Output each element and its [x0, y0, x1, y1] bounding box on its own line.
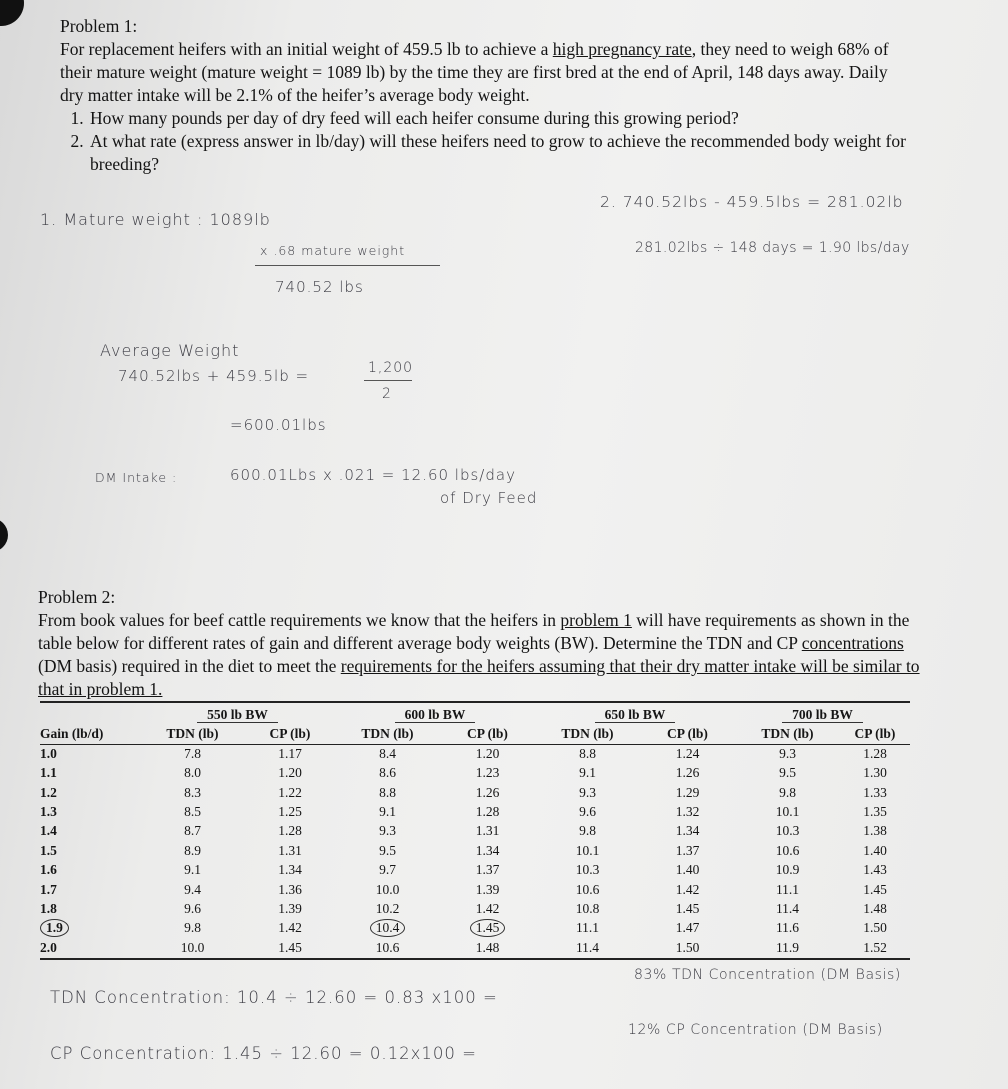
tdn-cell: 9.8: [184, 920, 201, 936]
tdn-cell: 10.0: [375, 881, 400, 897]
group-700: 700 lb BW: [735, 705, 910, 724]
tdn-cell: 9.5: [379, 842, 396, 858]
gain-cell: 1.7: [40, 881, 57, 897]
cp-cell: 1.23: [475, 765, 500, 781]
tdn-cell: 8.4: [379, 745, 396, 761]
cp-cell: 1.25: [278, 804, 302, 820]
hw-answer2-line1: 2. 740.52lbs - 459.5lbs = 281.02lb: [600, 193, 904, 211]
table-row: [40, 821, 910, 840]
hw-times-068: x .68 mature weight: [260, 243, 406, 258]
hw-cp-concentration-result: 12% CP Concentration (DM Basis): [628, 1022, 883, 1038]
tdn-cell: 9.1: [184, 862, 201, 878]
tdn-cell: 9.3: [779, 745, 796, 761]
cp-cell: 1.34: [278, 862, 302, 878]
hw-mature-weight: 1. Mature weight : 1089lb: [40, 210, 271, 229]
cp-cell: 1.28: [863, 745, 887, 761]
tdn-cell: 11.1: [775, 881, 800, 897]
tdn-cell: 10.0: [180, 939, 205, 955]
tdn-cell: 10.1: [575, 842, 600, 858]
cp-cell: 1.31: [278, 842, 302, 858]
table-row: [40, 841, 910, 860]
cp-cell: 1.24: [675, 745, 700, 761]
hw-cp-concentration-expr: CP Concentration: 1.45 ÷ 12.60 = 0.12x100 =: [50, 1044, 477, 1063]
cp-cell: 1.17: [278, 745, 302, 761]
cp-cell: 1.20: [278, 765, 302, 781]
problem1-heading: Problem 1:: [60, 16, 138, 36]
cp-cell: 1.40: [675, 862, 700, 878]
cp-cell: 1.42: [278, 920, 302, 936]
table-row: [40, 744, 910, 763]
problem2-text-b: will have requirements as shown in the table below for different rates of gain and different average body weights (BW). Determine the TDN and CP: [38, 610, 910, 653]
table-row: [40, 938, 910, 957]
cp-header: CP (lb): [854, 726, 896, 742]
table-row: [40, 899, 910, 918]
tdn-cell: 8.5: [184, 804, 201, 820]
hw-average-weight-label: Average Weight: [100, 341, 240, 360]
problem2-block: [38, 586, 938, 701]
tdn-cell: 9.6: [184, 901, 201, 917]
tdn-header: TDN (lb): [561, 726, 614, 742]
hw-answer2-line2: 281.02lbs ÷ 148 days = 1.90 lbs/day: [635, 240, 910, 256]
hw-dm-intake-expr: 600.01Lbs x .021 = 12.60 lbs/day: [230, 466, 516, 484]
tdn-cell: 8.9: [184, 842, 201, 858]
tdn-cell: 9.5: [779, 765, 796, 781]
table-row: [40, 918, 910, 937]
cp-cell: 1.48: [863, 901, 887, 917]
sub-header-row: [40, 724, 910, 743]
tdn-cell: 10.4: [335, 918, 440, 937]
cp-cell: 1.20: [475, 745, 500, 761]
cp-cell: 1.31: [475, 823, 500, 839]
tdn-cell: 11.9: [775, 939, 800, 955]
tdn-cell: 8.8: [579, 745, 596, 761]
cp-cell: 1.42: [675, 881, 700, 897]
question-1: 1. How many pounds per day of dry feed will each heifer consume during this growing period?: [88, 107, 910, 130]
cp-cell: 1.34: [675, 823, 700, 839]
cp-cell: 1.40: [863, 842, 887, 858]
group-600: 600 lb BW: [335, 705, 535, 724]
table-header-rule: [40, 744, 910, 745]
requirements-table: [40, 705, 910, 957]
table-row: [40, 880, 910, 899]
cp-header: CP (lb): [269, 726, 311, 742]
binder-hole-middle: [0, 518, 8, 552]
cp-cell: 1.45: [675, 901, 700, 917]
gain-cell: 1.4: [40, 823, 57, 839]
table-row: [40, 860, 910, 879]
tdn-header: TDN (lb): [761, 726, 814, 742]
cp-cell: 1.47: [675, 920, 700, 936]
problem2-text-a: From book values for beef cattle requirements we know that the heifers in: [38, 610, 561, 630]
tdn-cell: 9.8: [779, 784, 796, 800]
hw-average-weight-result: =600.01lbs: [230, 416, 327, 434]
tdn-cell: 8.6: [379, 765, 396, 781]
cp-cell: 1.35: [863, 804, 887, 820]
cp-cell: 1.29: [675, 784, 700, 800]
gain-cell: 1.8: [40, 901, 57, 917]
tdn-header: TDN (lb): [361, 726, 414, 742]
cp-cell: 1.48: [475, 939, 500, 955]
gain-cell: 1.5: [40, 842, 57, 858]
group-550: 550 lb BW: [140, 705, 335, 724]
gain-cell: 1.9: [40, 918, 140, 937]
table-row: [40, 763, 910, 782]
gain-cell: 1.0: [40, 745, 57, 761]
cp-cell: 1.26: [475, 784, 500, 800]
cp-cell: 1.52: [863, 939, 887, 955]
tdn-cell: 9.1: [379, 804, 396, 820]
tdn-cell: 10.8: [575, 901, 600, 917]
tdn-cell: 10.3: [575, 862, 600, 878]
group-header-blank: [40, 705, 140, 724]
tdn-cell: 9.3: [379, 823, 396, 839]
table-bottom-rule: [40, 958, 910, 960]
hw-dm-intake-label: DM Intake :: [95, 470, 178, 485]
problem1-text: For replacement heifers with an initial weight of 459.5 lb to achieve a: [60, 39, 553, 59]
cp-cell: 1.33: [863, 784, 887, 800]
tdn-cell: 8.7: [184, 823, 201, 839]
hw-tdn-concentration-result: 83% TDN Concentration (DM Basis): [634, 967, 901, 983]
gain-cell: 1.2: [40, 784, 57, 800]
cp-cell: 1.30: [863, 765, 887, 781]
cp-cell: 1.45: [278, 939, 302, 955]
tdn-cell: 7.8: [184, 745, 201, 761]
binder-hole-top: [0, 0, 24, 26]
hw-fraction-denominator: 2: [382, 386, 392, 402]
problem1-text-rest: , they need to weigh 68% of their mature weight (mature weight = 1089 lb) by the time they are first bred at the end of April, 148 days away. Daily dry matter intake will be 2.1% of the heifer’s average body weight.: [60, 39, 889, 105]
problem1-statement: [60, 38, 910, 107]
group-header-row: [40, 705, 910, 724]
cp-cell: 1.50: [863, 920, 887, 936]
tdn-header: TDN (lb): [166, 726, 219, 742]
group-650: 650 lb BW: [535, 705, 735, 724]
hw-fraction-numerator: 1,200: [368, 360, 414, 376]
hw-mature-result: 740.52 lbs: [275, 278, 364, 296]
hw-average-weight-expr: 740.52lbs + 459.5lb =: [118, 367, 310, 385]
cp-cell: 1.22: [278, 784, 302, 800]
hw-tdn-concentration-expr: TDN Concentration: 10.4 ÷ 12.60 = 0.83 x100 =: [50, 988, 498, 1007]
tdn-cell: 10.2: [375, 901, 400, 917]
cp-cell: 1.36: [278, 881, 302, 897]
tdn-cell: 11.1: [575, 920, 600, 936]
tdn-cell: 10.6: [375, 939, 400, 955]
problem1-link: problem 1: [560, 610, 632, 630]
cp-header: CP (lb): [667, 726, 708, 742]
tdn-cell: 9.8: [579, 823, 596, 839]
cp-cell: 1.38: [863, 823, 887, 839]
tdn-cell: 11.4: [575, 939, 600, 955]
cp-cell: 1.43: [863, 862, 887, 878]
concentrations-link: concentrations: [801, 633, 904, 653]
problem2-underlined-tail: requirements for the heifers assuming that their dry matter intake will be similar to that in problem 1.: [38, 656, 920, 699]
tdn-cell: 10.1: [775, 804, 800, 820]
hw-multiply-line: [255, 265, 440, 266]
cp-cell: 1.26: [675, 765, 700, 781]
tdn-cell: 11.4: [775, 901, 800, 917]
cp-cell: 1.42: [475, 901, 500, 917]
tdn-cell: 8.3: [184, 784, 201, 800]
cp-cell: 1.37: [475, 862, 500, 878]
tdn-cell: 10.9: [775, 862, 800, 878]
tdn-cell: 10.6: [575, 881, 600, 897]
tdn-cell: 9.7: [379, 862, 396, 878]
tdn-cell: 9.4: [184, 881, 201, 897]
gain-cell: 1.1: [40, 765, 57, 781]
cp-cell: 1.45: [863, 881, 887, 897]
gain-header: Gain (lb/d): [40, 726, 104, 742]
high-pregnancy-rate-link: high pregnancy rate: [552, 39, 692, 59]
tdn-cell: 11.6: [775, 920, 800, 936]
cp-cell: 1.28: [278, 823, 302, 839]
table-top-rule: [40, 701, 910, 703]
cp-cell: 1.45: [440, 918, 535, 937]
tdn-cell: 8.8: [379, 784, 396, 800]
table-row: [40, 783, 910, 802]
cp-cell: 1.34: [475, 842, 500, 858]
problem2-heading: Problem 2:: [38, 587, 116, 607]
cp-cell: 1.28: [475, 804, 500, 820]
tdn-cell: 10.6: [775, 842, 800, 858]
tdn-cell: 9.3: [579, 784, 596, 800]
cp-cell: 1.32: [675, 804, 700, 820]
cp-cell: 1.39: [475, 881, 500, 897]
gain-cell: 1.6: [40, 862, 57, 878]
problem1-block: [60, 15, 910, 176]
table-row: [40, 802, 910, 821]
cp-header: CP (lb): [467, 726, 508, 742]
gain-cell: 1.3: [40, 804, 57, 820]
tdn-cell: 9.1: [579, 765, 596, 781]
cp-cell: 1.50: [675, 939, 700, 955]
problem2-statement: [38, 609, 938, 701]
gain-cell: 2.0: [40, 939, 57, 955]
question-2: 2. At what rate (express answer in lb/day) will these heifers need to grow to achieve the recommended body weight for breeding?: [88, 130, 910, 176]
tdn-cell: 9.6: [579, 804, 596, 820]
hw-fraction-bar: [364, 380, 412, 381]
hw-dm-intake-line2: of Dry Feed: [440, 489, 538, 507]
cp-cell: 1.39: [278, 901, 302, 917]
tdn-cell: 8.0: [184, 765, 201, 781]
problem2-text-c: (DM basis) required in the diet to meet the: [38, 656, 341, 676]
problem1-questions: [60, 107, 910, 176]
tdn-cell: 10.3: [775, 823, 800, 839]
cp-cell: 1.37: [675, 842, 700, 858]
